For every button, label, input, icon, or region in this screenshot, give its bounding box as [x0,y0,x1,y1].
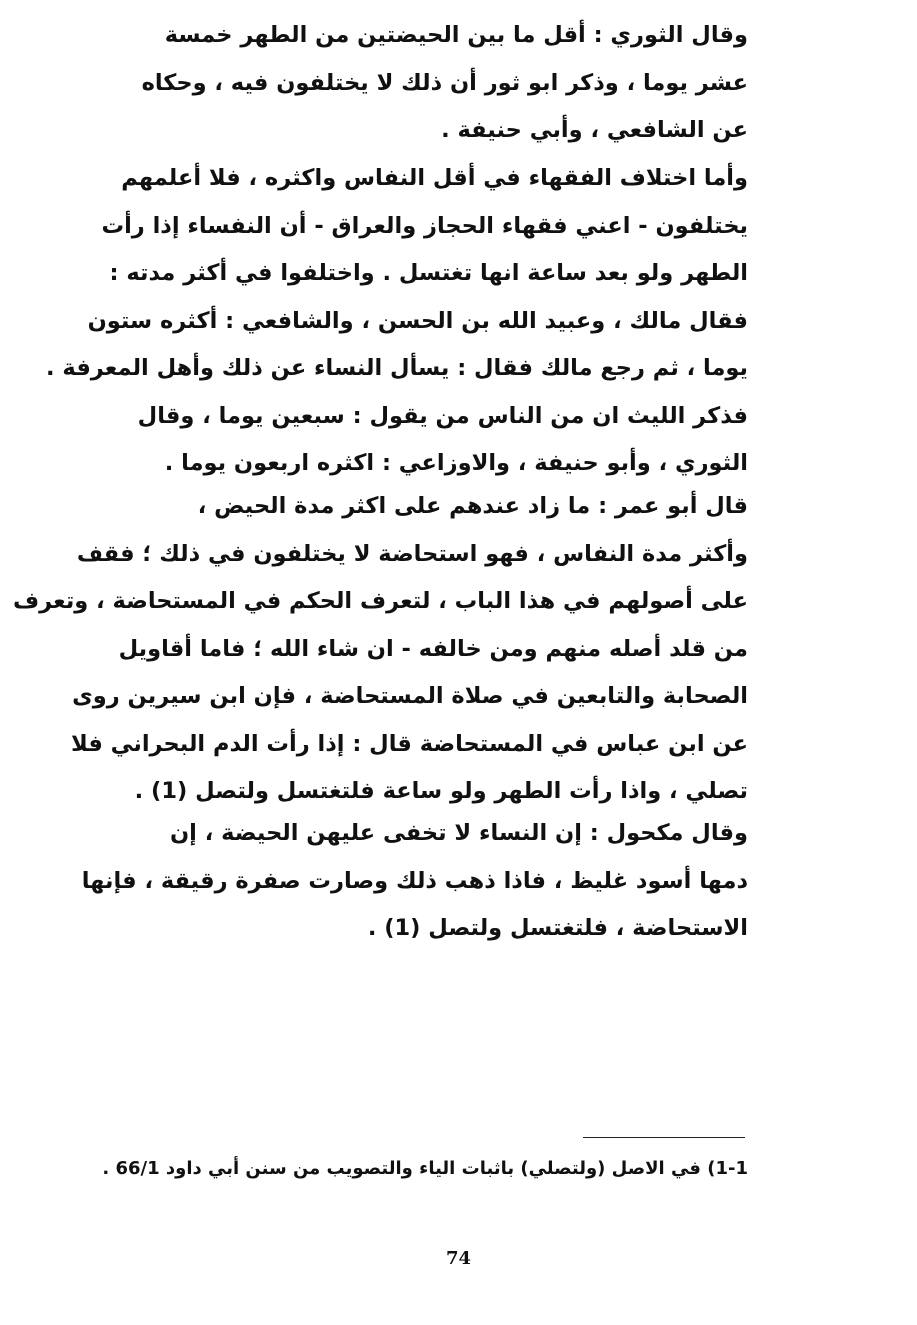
text-line: دمها أسود غليظ ، فاذا ذهب ذلك وصارت صفرة رقيقة ، فإنها [81,867,748,894]
paragraph-makhul [81,810,748,953]
paragraph-thawri [100,12,748,155]
text-line: يوما ، ثم رجع مالك فقال : يسأل النساء عن ذلك وأهل المعرفة . [46,355,748,381]
text-line: الطهر ولو بعد ساعة انها تغتسل . واختلفوا في أكثر مدته : [109,260,748,286]
text-line: عشر يوما ، وذكر ابو ثور أن ذلك لا يختلفون فيه ، وحكاه [141,69,748,96]
text-line: تصلي ، واذا رأت الطهر ولو ساعة فلتغتسل ولتصل (1) . [134,778,748,804]
text-line: عن الشافعي ، وأبي حنيفة . [441,117,748,143]
text-line: قال أبو عمر : ما زاد عندهم على اكثر مدة الحيض ، [197,493,748,519]
text-line: من قلد أصله منهم ومن خالفه - ان شاء الله ؛ فاما أقاويل [118,635,748,662]
text-line: وأما اختلاف الفقهاء في أقل النفاس واكثره ، فلا أعلمهم [121,165,748,191]
text-line: الصحابة والتابعين في صلاة المستحاضة ، فإن ابن سيرين روى [72,683,748,709]
footnote-divider [583,1137,745,1138]
text-line: فذكر الليث ان من الناس من يقول : سبعين يوما ، وقال [137,402,748,429]
text-line: عن ابن عباس في المستحاضة قال : إذا رأت الدم البحراني فلا [70,730,748,757]
text-line: وقال الثوري : أقل ما بين الحيضتين من الطهر خمسة [164,22,748,48]
page-number: 74 [445,1248,472,1269]
text-line: الثوري ، وأبو حنيفة ، والاوزاعي : اكثره اربعون يوما . [164,450,748,476]
text-line: فقال مالك ، وعبيد الله بن الحسن ، والشافعي : أكثره ستون [87,307,748,334]
text-line: الاستحاضة ، فلتغتسل ولتصل (1) . [367,915,748,941]
paragraph-nifas [46,155,748,488]
paragraph-abu-umar [12,483,748,816]
text-line: على أصولهم في هذا الباب ، لتعرف الحكم في المستحاضة ، وتعرف [12,588,748,614]
text-line: يختلفون - اعني فقهاء الحجاز والعراق - أن النفساء إذا رأت [101,212,748,239]
footnote: 1-1) في الاصل (ولتصلي) باثبات الياء والتصويب من سنن أبي داود 66/1 . [102,1158,748,1179]
text-line: وأكثر مدة النفاس ، فهو استحاضة لا يختلفون في ذلك ؛ فقف [76,540,748,567]
text-line: وقال مكحول : إن النساء لا تخفى عليهن الحيضة ، إن [169,820,748,846]
